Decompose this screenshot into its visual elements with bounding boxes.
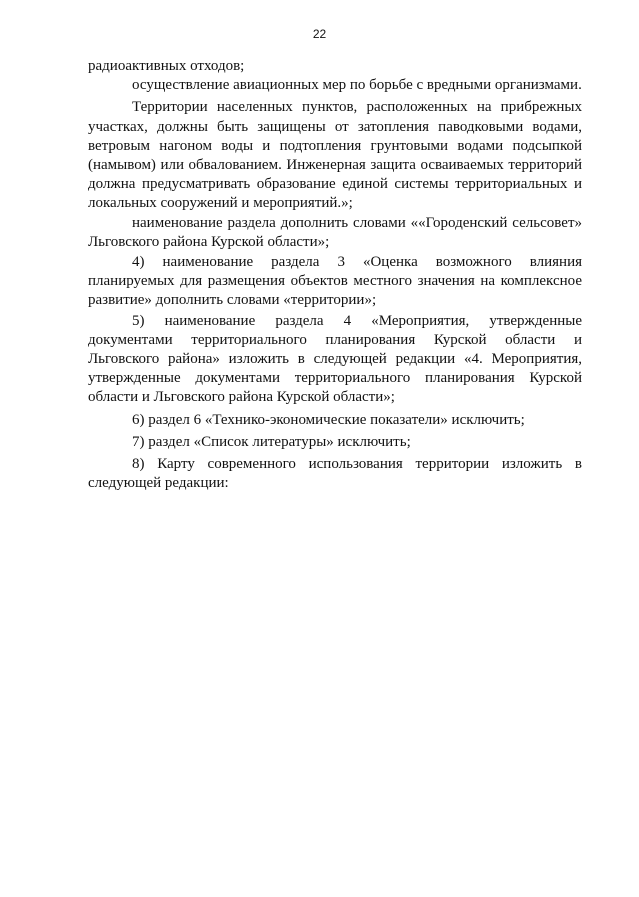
- paragraph-item-8: 8) Карту современного использования территории изложить в следующей редакции:: [88, 456, 582, 492]
- paragraph-radioactive-waste: радиоактивных отходов;: [88, 58, 245, 74]
- paragraph-item-5: 5) наименование раздела 4 «Мероприятия, утвержденные документами территориального планирования Курской области и Льговского района» изложить в следующей редакции «4. Мероприятия, утвержденные документами территориального планирования Курской области и Льговского района Курской области»;: [88, 312, 582, 406]
- paragraph-aviation-measures: осуществление авиационных мер по борьбе с вредными организмами.: [132, 77, 582, 94]
- paragraph-territory-protection: Территории населенных пунктов, расположенных на прибрежных участках, должны быть защищены от затопления паводковыми водами, ветровым нагоном воды и подтопления грунтовыми водами подсыпкой (намывом) или обвалованием. Инженерная защита осваиваемых территорий должна предусматривать образование единой системы территориальных и локальных сооружений и мероприятий.»;: [88, 99, 582, 212]
- paragraph-item-7: 7) раздел «Список литературы» исключить;: [132, 433, 411, 450]
- paragraph-item-6: 6) раздел 6 «Технико-экономические показатели» исключить;: [132, 411, 525, 428]
- page-number: 22: [312, 27, 327, 41]
- paragraph-section-name-amendment: наименование раздела дополнить словами ««Городенский сельсовет» Льговского района Курской области»;: [88, 214, 582, 250]
- document-body: [88, 57, 582, 493]
- paragraph-item-4: 4) наименование раздела 3 «Оценка возможного влияния планируемых для размещения объектов местного значения на комплексное развитие» дополнить словами «территории»;: [88, 254, 582, 309]
